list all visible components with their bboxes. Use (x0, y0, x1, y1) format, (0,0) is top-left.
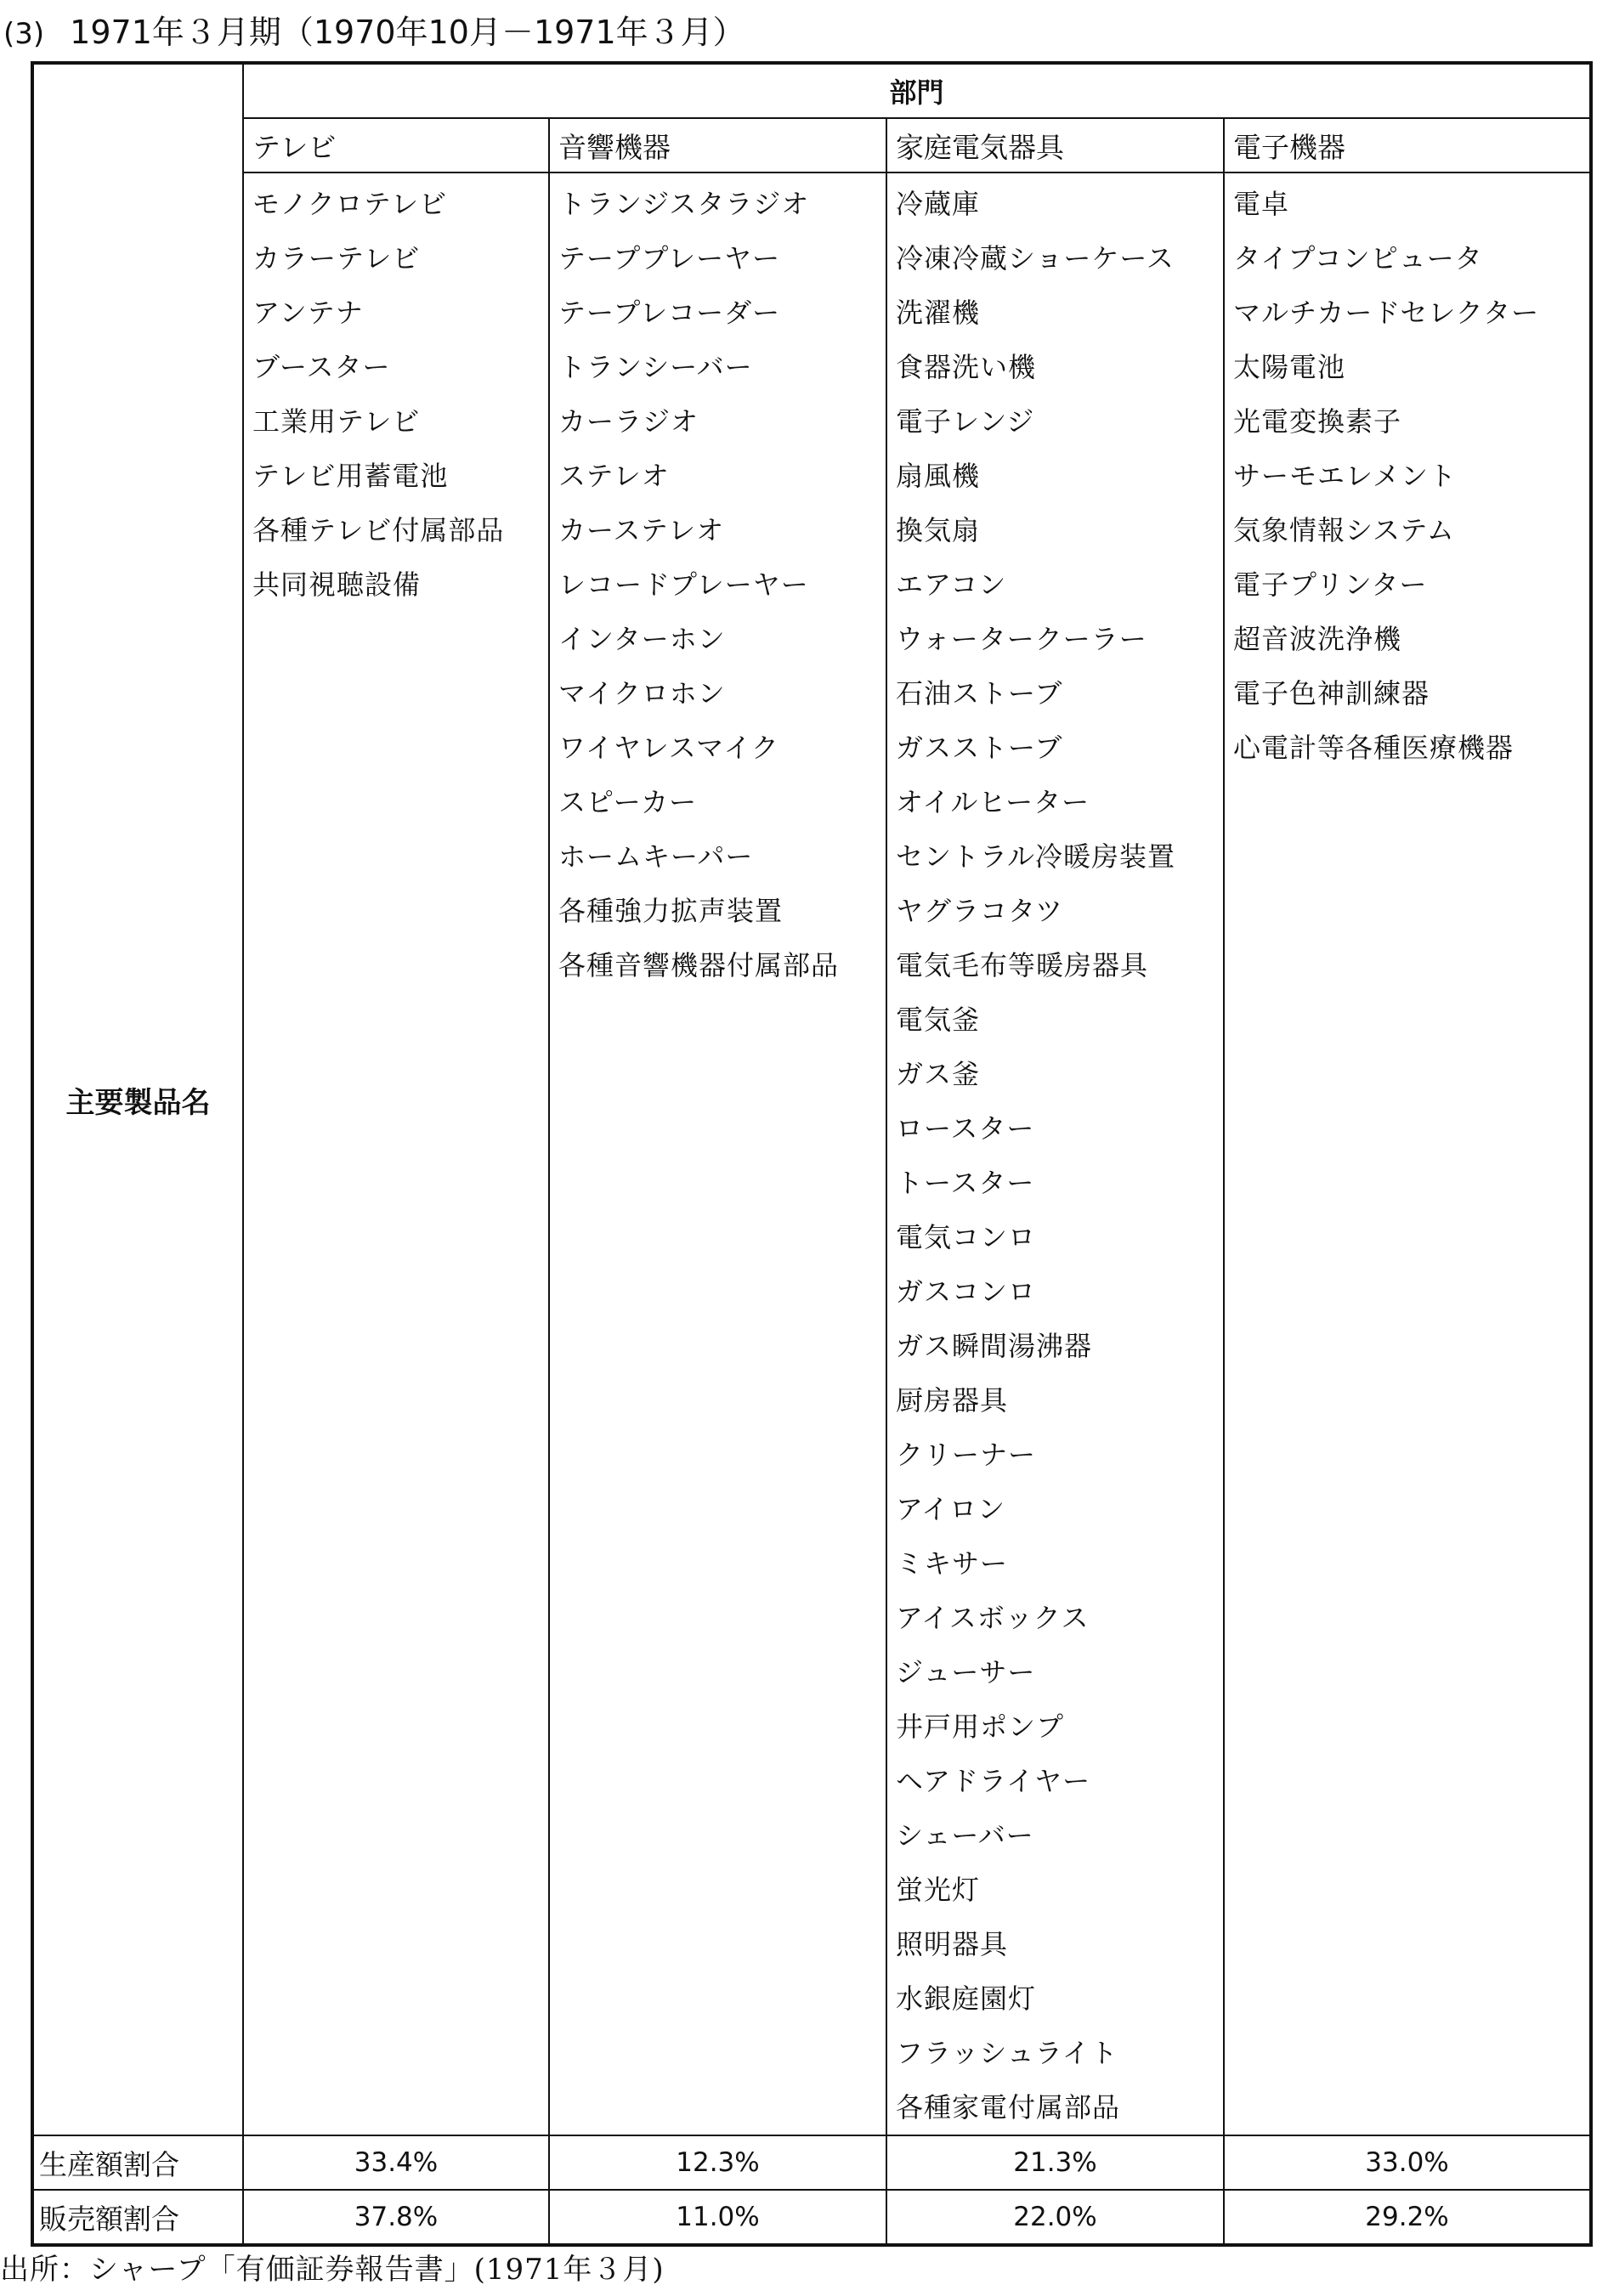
product-item: 電子レンジ (896, 405, 1035, 438)
product-item: ガス瞬間湯沸器 (896, 1330, 1093, 1362)
product-list-electronics (1224, 172, 1591, 2135)
product-item: テレビ用蓄電池 (252, 460, 449, 492)
product-item: クリーナー (896, 1439, 1037, 1471)
product-item: ガスコンロ (896, 1275, 1037, 1308)
sales-ratio-tv: 37.8% (243, 2190, 549, 2245)
product-item: ジューサー (896, 1656, 1036, 1688)
sales-ratio-appliances: 22.0% (886, 2190, 1224, 2245)
product-item: 電気毛布等暖房器具 (896, 949, 1149, 981)
product-item: テーププレーヤー (558, 242, 781, 274)
product-item: スピーカー (558, 786, 698, 818)
product-item: 工業用テレビ (252, 405, 421, 438)
production-ratio-audio: 12.3% (549, 2135, 886, 2190)
product-item: ホームキーパー (558, 840, 754, 873)
product-item: ミキサー (896, 1547, 1009, 1580)
product-item: フラッシュライト (896, 2037, 1118, 2069)
product-list-appliances (886, 172, 1224, 2135)
sales-ratio-audio: 11.0% (549, 2190, 886, 2245)
product-item: ウォータークーラー (896, 623, 1147, 655)
product-table (31, 61, 1593, 2247)
product-item: セントラル冷暖房装置 (896, 840, 1176, 873)
section-number: (3) (3, 17, 45, 51)
product-item: 光電変換素子 (1233, 405, 1402, 438)
product-item: 太陽電池 (1233, 351, 1346, 383)
product-item: 気象情報システム (1233, 514, 1455, 546)
product-item: シェーバー (896, 1819, 1034, 1852)
section-heading (3, 5, 745, 59)
product-item: ロースター (896, 1112, 1035, 1145)
product-item: アイスボックス (896, 1602, 1090, 1634)
production-ratio-electronics: 33.0% (1224, 2135, 1591, 2190)
product-item: 換気扇 (896, 514, 981, 546)
product-item: アンテナ (252, 297, 364, 329)
product-item: 蛍光灯 (896, 1874, 981, 1906)
product-item: ステレオ (558, 460, 670, 492)
product-item: 電気コンロ (896, 1221, 1037, 1253)
product-list-audio (549, 172, 886, 2135)
category-header-electronics: 電子機器 (1224, 118, 1591, 172)
production-ratio-label: 生産額割合 (32, 2135, 243, 2190)
products-row (32, 172, 1591, 2135)
product-item: マルチカードセレクター (1233, 297, 1540, 329)
sales-ratio-row (32, 2190, 1591, 2245)
product-item: 水銀庭園灯 (896, 1982, 1037, 2015)
product-item: レコードプレーヤー (558, 568, 809, 601)
category-header-appliances: 家庭電気器具 (886, 118, 1224, 172)
product-item: 超音波洗浄機 (1233, 623, 1402, 655)
product-item: 冷凍冷蔵ショーケース (896, 242, 1175, 274)
product-item: サーモエレメント (1233, 460, 1458, 492)
category-header-row (32, 118, 1591, 172)
product-item: インターホン (558, 623, 726, 655)
source-note: 出所：シャープ「有価証券報告書」(1971年３月) (0, 2253, 665, 2287)
product-item: ヤグラコタツ (896, 895, 1064, 927)
department-header-row (32, 63, 1591, 118)
product-item: トランジスタラジオ (558, 188, 810, 220)
product-item: カーラジオ (558, 405, 699, 438)
production-ratio-tv: 33.4% (243, 2135, 549, 2190)
product-item: 各種強力拡声装置 (558, 895, 784, 927)
product-item: ガスストーブ (896, 732, 1063, 764)
production-ratio-row (32, 2135, 1591, 2190)
product-item: トランシーバー (558, 351, 753, 383)
sales-ratio-electronics: 29.2% (1224, 2190, 1591, 2245)
product-item: 厨房器具 (896, 1384, 1009, 1417)
product-item: 電卓 (1233, 188, 1290, 220)
product-item: カーステレオ (558, 514, 725, 546)
sales-ratio-label: 販売額割合 (32, 2190, 243, 2245)
product-item: モノクロテレビ (252, 188, 448, 220)
section-title: 1971年３月期（1970年10月－1971年３月） (70, 14, 745, 51)
product-item: 洗濯機 (896, 297, 981, 329)
department-header: 部門 (243, 63, 1591, 118)
product-item: タイプコンピュータ (1233, 242, 1483, 274)
product-item: 照明器具 (896, 1928, 1009, 1960)
product-item: 食器洗い機 (896, 351, 1037, 383)
production-ratio-appliances: 21.3% (886, 2135, 1224, 2190)
product-item: カラーテレビ (252, 242, 421, 274)
product-item: 心電計等各種医療機器 (1233, 732, 1515, 764)
product-item: エアコン (896, 568, 1007, 601)
category-header-tv: テレビ (243, 118, 549, 172)
product-item: 冷蔵庫 (896, 188, 981, 220)
product-item: ガス釜 (896, 1058, 981, 1090)
product-list-tv (243, 172, 549, 2135)
product-item: 井戸用ポンプ (896, 1711, 1065, 1743)
product-item: 電気釜 (896, 1004, 981, 1036)
category-header-audio: 音響機器 (549, 118, 886, 172)
product-item: マイクロホン (558, 677, 726, 710)
product-item: 扇風機 (896, 460, 981, 492)
product-item: 電子プリンター (1233, 568, 1428, 601)
product-item: 各種音響機器付属部品 (558, 949, 840, 981)
product-item: 電子色神訓練器 (1233, 677, 1430, 710)
product-item: ワイヤレスマイク (558, 732, 779, 764)
product-item: ヘアドライヤー (896, 1765, 1091, 1797)
product-item: 各種テレビ付属部品 (252, 514, 505, 546)
product-item: テープレコーダー (558, 297, 781, 329)
product-item: ブースター (252, 351, 391, 383)
product-item: 各種家電付属部品 (896, 2091, 1121, 2124)
product-item: 共同視聴設備 (252, 568, 422, 601)
products-row-label: 主要製品名 (32, 63, 243, 2135)
product-item: アイロン (896, 1493, 1006, 1525)
product-item: 石油ストーブ (896, 677, 1063, 710)
product-item: オイルヒーター (896, 786, 1090, 818)
product-item: トースター (896, 1167, 1035, 1199)
